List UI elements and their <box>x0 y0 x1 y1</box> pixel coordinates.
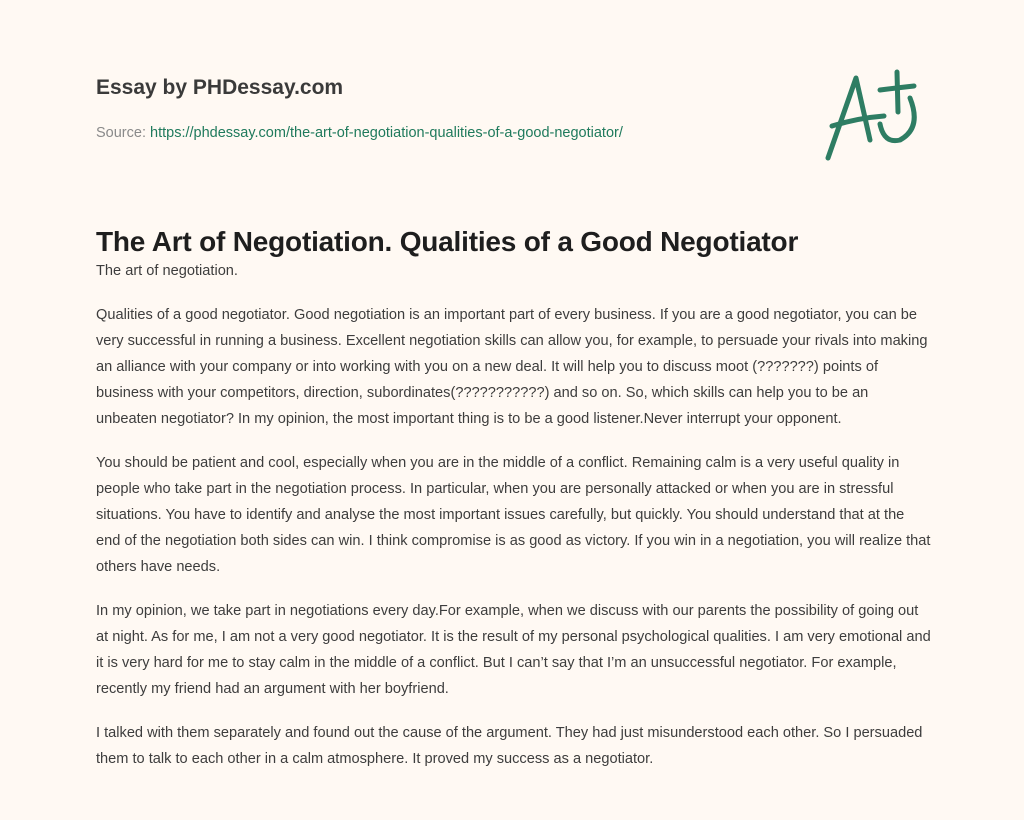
source-line <box>96 125 623 141</box>
essay-paragraph: In my opinion, we take part in negotiations every day.For example, when we discuss with our parents the possibility of going out at night. As for me, I am not a very good negotiator. It is the result of my personal psychological qualities. I am very emotional and it is very hard for me to stay calm in the middle of a conflict. But I can’t say that I’m an unsuccessful negotiator. For example, recently my friend had an argument with her boyfriend. <box>96 603 931 697</box>
essay-paragraph: Qualities of a good negotiator. Good negotiation is an important part of every business. If you are a good negotiator, you can be very successful in running a business. Excellent negotiation skills can allow you, for example, to persuade your rivals into making an alliance with your company or into working with you on a new deal. It will help you to discuss moot (???????) points of business with your competitors, direction, subordinates(???????????) and so on. So, which skills can help you to be an unbeaten negotiator? In my opinion, the most important thing is to be a good listener.Never interrupt your opponent. <box>96 307 928 427</box>
essay-paragraph: The art of negotiation. <box>96 263 238 279</box>
site-title: Essay by PHDessay.com <box>96 76 344 99</box>
source-link[interactable]: https://phdessay.com/the-art-of-negotiation-qualities-of-a-good-negotiator/ <box>150 125 623 141</box>
source-label: Source: <box>96 125 146 141</box>
essay-body <box>96 258 932 790</box>
a-plus-logo-icon <box>818 68 928 164</box>
essay-title: The Art of Negotiation. Qualities of a Good Negotiator <box>96 226 799 257</box>
essay-paragraph: I talked with them separately and found out the cause of the argument. They had just misunderstood each other. So I persuaded them to talk to each other in a calm atmosphere. It proved my success as a negotiator. <box>96 725 923 767</box>
essay-paragraph: You should be patient and cool, especially when you are in the middle of a conflict. Remaining calm is a very useful quality in people who take part in the negotiation process. In particular, when you are personally attacked or when you are in stressful situations. You have to identify and analyse the most important issues carefully, but quickly. You should understand that at the end of the negotiation both sides can win. I think compromise is as good as victory. If you win in a negotiation, you will realize that others have needs. <box>96 455 931 575</box>
